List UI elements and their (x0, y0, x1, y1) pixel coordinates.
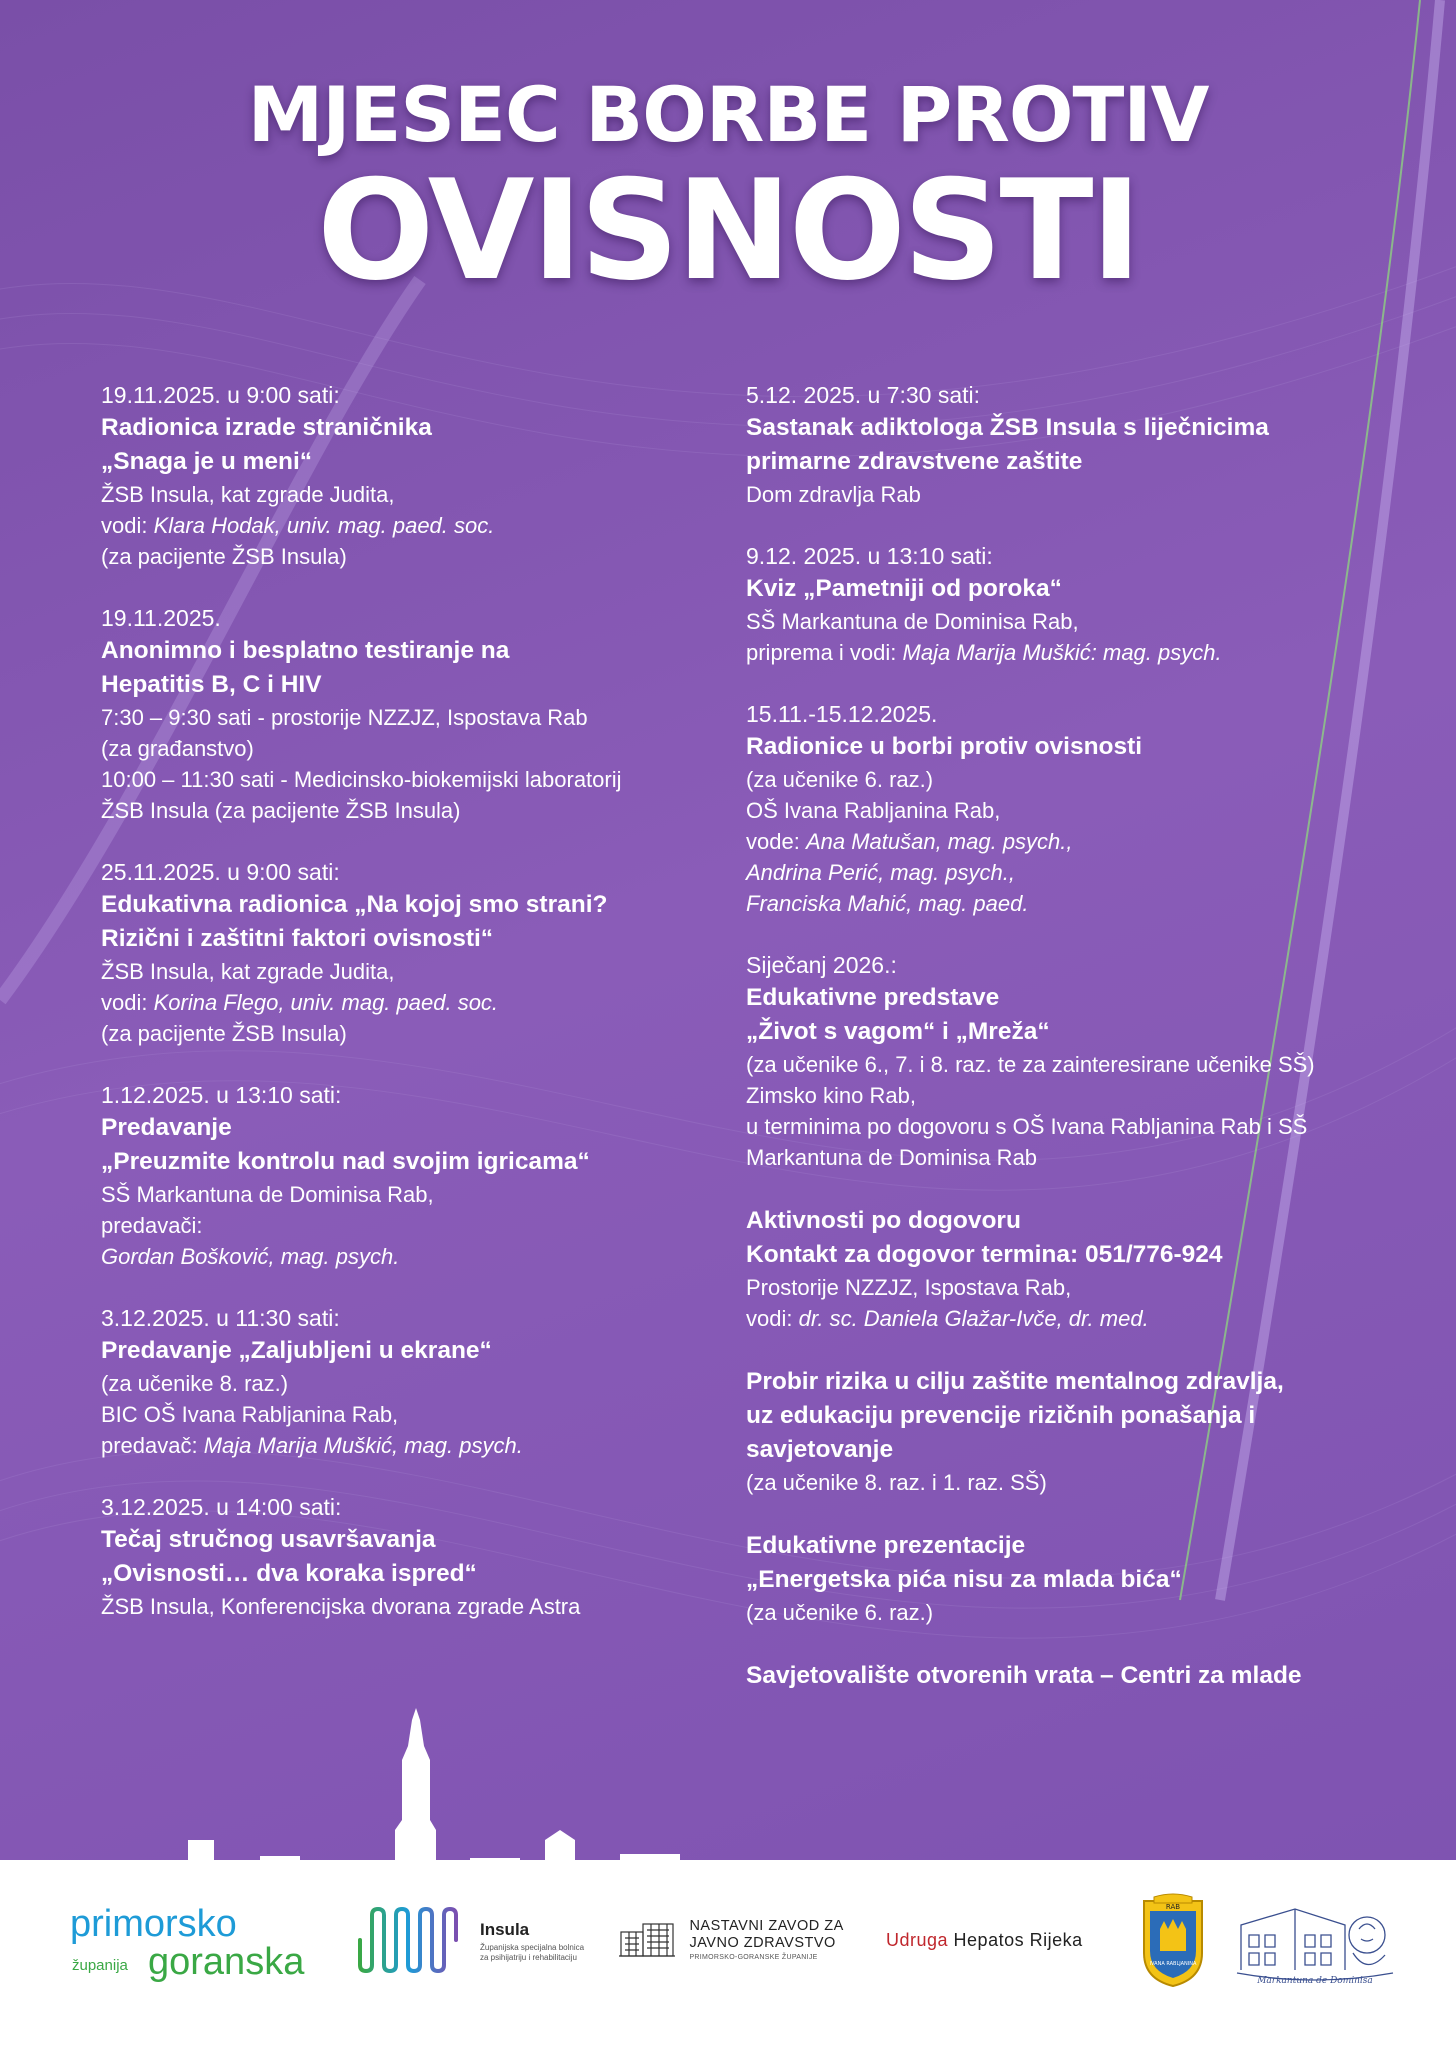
event-heading: Edukativne prezentacije (746, 1532, 1026, 1559)
event-date: 15.11.-15.12.2025. (746, 701, 938, 727)
detail-person: Franciska Mahić, mag. paed. (746, 891, 1029, 916)
detail-person: Gordan Bošković, mag. psych. (101, 1244, 400, 1269)
event-detail-line (101, 1241, 711, 1272)
event-heading: Probir rizika u cilju zaštite mentalnog zdravlja, (746, 1368, 1284, 1395)
event-date: 5.12. 2025. u 7:30 sati: (746, 382, 981, 408)
event-heading: „Snaga je u meni“ (101, 448, 313, 475)
event-heading: „Ovisnosti… dva koraka ispred“ (101, 1560, 477, 1587)
event-detail-line: ŽSB Insula, Konferencijska dvorana zgrade Astra (101, 1594, 581, 1619)
event-block (101, 1492, 711, 1622)
event-detail-line (101, 510, 711, 541)
detail-prefix: predavač: (101, 1433, 204, 1458)
event-block (746, 1365, 1396, 1498)
logo-pgz-word2: goranska (148, 1941, 305, 1983)
event-detail-line: (za građanstvo) (101, 736, 254, 761)
detail-prefix: vodi: (101, 513, 154, 538)
event-date: 19.11.2025. (101, 605, 221, 631)
event-block (746, 950, 1396, 1173)
event-detail-line: SŠ Markantuna de Dominisa Rab, (101, 1182, 434, 1207)
event-date: Siječanj 2026.: (746, 952, 897, 978)
detail-prefix: vodi: (746, 1306, 799, 1331)
event-block (101, 380, 711, 572)
event-detail-line: predavači: (101, 1213, 203, 1238)
events-right-column (746, 380, 1396, 1724)
event-detail-line: (za pacijente ŽSB Insula) (101, 1021, 347, 1046)
event-detail-line (746, 637, 1396, 668)
event-heading: „Energetska pića nisu za mlada bića“ (746, 1566, 1182, 1593)
event-detail-line: Dom zdravlja Rab (746, 482, 921, 507)
event-heading: Kontakt za dogovor termina: 051/776-924 (746, 1241, 1223, 1268)
crest-top-text: RAB (1165, 1903, 1181, 1911)
event-block (746, 380, 1396, 510)
logo-hepatos-part1: Udruga (886, 1930, 954, 1950)
logo-insula-name: Insula (480, 1920, 530, 1939)
logo-pgz-word1: primorsko (70, 1903, 237, 1945)
event-heading: Rizični i zaštitni faktori ovisnosti“ (101, 925, 494, 952)
event-date: 1.12.2025. u 13:10 sati: (101, 1082, 342, 1108)
detail-person: Klara Hodak, univ. mag. paed. soc. (153, 513, 495, 538)
detail-person: Andrina Perić, mag. psych., (746, 860, 1016, 885)
event-heading: Edukativne predstave (746, 984, 1000, 1011)
event-detail-line (746, 888, 1396, 919)
event-detail-line: BIC OŠ Ivana Rabljanina Rab, (101, 1402, 399, 1427)
event-heading: uz edukaciju prevencije rizičnih ponašanja i (746, 1402, 1256, 1429)
detail-prefix: vode: (746, 829, 806, 854)
event-block (746, 699, 1396, 919)
event-detail-line: (za učenike 8. raz. i 1. raz. SŠ) (746, 1470, 1047, 1495)
event-detail-line: (za pacijente ŽSB Insula) (101, 544, 347, 569)
event-block (101, 603, 711, 826)
logo-udruga-hepatos (886, 1930, 1083, 1951)
events-left-column (101, 380, 711, 1653)
event-block (101, 1080, 711, 1272)
event-detail-line: 10:00 – 11:30 sati - Medicinsko-biokemijski laboratorij (101, 767, 622, 792)
event-block (746, 541, 1396, 668)
detail-person: Korina Flego, univ. mag. paed. soc. (153, 990, 499, 1015)
event-heading: Predavanje „Zaljubljeni u ekrane“ (101, 1337, 492, 1364)
event-detail-line: OŠ Ivana Rabljanina Rab, (746, 798, 1001, 823)
logo-pgz-small: županija (72, 1957, 128, 1974)
detail-person: Ana Matušan, mag. psych., (805, 829, 1073, 854)
event-heading: Predavanje (101, 1114, 232, 1141)
event-detail-line: ŽSB Insula, kat zgrade Judita, (101, 959, 395, 984)
detail-person: Maja Marija Muškić: mag. psych. (902, 640, 1222, 665)
detail-prefix: vodi: (101, 990, 154, 1015)
event-detail-line (101, 1430, 711, 1461)
event-date: 3.12.2025. u 14:00 sati: (101, 1494, 342, 1520)
event-detail-line: (za učenike 6. raz.) (746, 767, 934, 792)
poster-title-line-1: MJESEC BORBE PROTIV (247, 70, 1209, 159)
event-block (746, 1659, 1396, 1693)
event-heading: Sastanak adiktologa ŽSB Insula s liječnicima (746, 414, 1269, 441)
event-detail-line: Markantuna de Dominisa Rab (746, 1145, 1038, 1170)
event-date: 3.12.2025. u 11:30 sati: (101, 1305, 340, 1331)
event-detail-line: u terminima po dogovoru s OŠ Ivana Rabljanina Rab i SŠ (746, 1114, 1308, 1139)
event-heading: Kviz „Pametniji od poroka“ (746, 575, 1062, 602)
event-date: 25.11.2025. u 9:00 sati: (101, 859, 340, 885)
event-heading: Radionica izrade straničnika (101, 414, 432, 441)
event-block (101, 857, 711, 1049)
event-detail-line: Prostorije NZZJZ, Ispostava Rab, (746, 1275, 1072, 1300)
event-detail-line: Zimsko kino Rab, (746, 1083, 916, 1108)
insula-wave-icon (355, 1905, 460, 1975)
event-detail-line (746, 857, 1396, 888)
event-detail-line: (za učenike 8. raz.) (101, 1371, 289, 1396)
building-icon (617, 1918, 677, 1958)
event-heading: primarne zdravstvene zaštite (746, 448, 1083, 475)
event-block (746, 1529, 1396, 1628)
event-block (101, 1303, 711, 1461)
crest-bottom-text: IVANA RABLJANINA (1149, 1961, 1197, 1967)
event-heading: „Život s vagom“ i „Mreža“ (746, 1018, 1050, 1045)
event-heading: Radionice u borbi protiv ovisnosti (746, 733, 1143, 760)
event-block (746, 1204, 1396, 1334)
logo-insula-subtitle: Županijska specijalna bolnica za psihijatriju i rehabilitaciju (480, 1943, 585, 1962)
school-caption: Markantuna de Dominisa (1257, 1976, 1373, 1986)
event-detail-line (746, 826, 1396, 857)
logo-nzjz (617, 1918, 844, 1961)
event-heading: Tečaj stručnog usavršavanja (101, 1526, 436, 1553)
logo-insula (480, 1920, 590, 1963)
school-crest-icon (1140, 1893, 1206, 1988)
school-building-emblem (1235, 1895, 1395, 1990)
logo-primorsko-goranska (70, 1905, 304, 1981)
event-detail-line (101, 987, 711, 1018)
event-date: 9.12. 2025. u 13:10 sati: (746, 543, 993, 569)
event-heading: savjetovanje (746, 1436, 894, 1463)
logo-nzjz-sub: PRIMORSKO-GORANSKE ŽUPANIJE (689, 1954, 818, 1961)
event-detail-line: 7:30 – 9:30 sati - prostorije NZZJZ, Ispostava Rab (101, 705, 588, 730)
poster-title-line-2: OVISNOSTI (317, 150, 1139, 311)
detail-person: Maja Marija Muškić, mag. psych. (203, 1433, 523, 1458)
logo-hepatos-part2: Hepatos Rijeka (953, 1930, 1083, 1950)
event-detail-line: (za učenike 6., 7. i 8. raz. te za zainteresirane učenike SŠ) (746, 1052, 1315, 1077)
logo-nzjz-line1: NASTAVNI ZAVOD ZA (689, 1918, 844, 1934)
detail-person: dr. sc. Daniela Glažar-Ivče, dr. med. (798, 1306, 1149, 1331)
event-heading: Aktivnosti po dogovoru (746, 1207, 1021, 1234)
event-detail-line: ŽSB Insula, kat zgrade Judita, (101, 482, 395, 507)
event-detail-line: ŽSB Insula (za pacijente ŽSB Insula) (101, 798, 461, 823)
event-heading: „Preuzmite kontrolu nad svojim igricama“ (101, 1148, 590, 1175)
logo-nzjz-line2: JAVNO ZDRAVSTVO (689, 1935, 836, 1951)
event-detail-line: (za učenike 6. raz.) (746, 1600, 934, 1625)
event-heading: Anonimno i besplatno testiranje na (101, 637, 510, 664)
event-heading: Savjetovalište otvorenih vrata – Centri za mlade (746, 1662, 1302, 1689)
detail-prefix: priprema i vodi: (746, 640, 903, 665)
event-date: 19.11.2025. u 9:00 sati: (101, 382, 340, 408)
event-heading: Hepatitis B, C i HIV (101, 671, 322, 698)
event-detail-line: SŠ Markantuna de Dominisa Rab, (746, 609, 1079, 634)
event-detail-line (746, 1303, 1396, 1334)
event-heading: Edukativna radionica „Na kojoj smo strani? (101, 891, 608, 918)
